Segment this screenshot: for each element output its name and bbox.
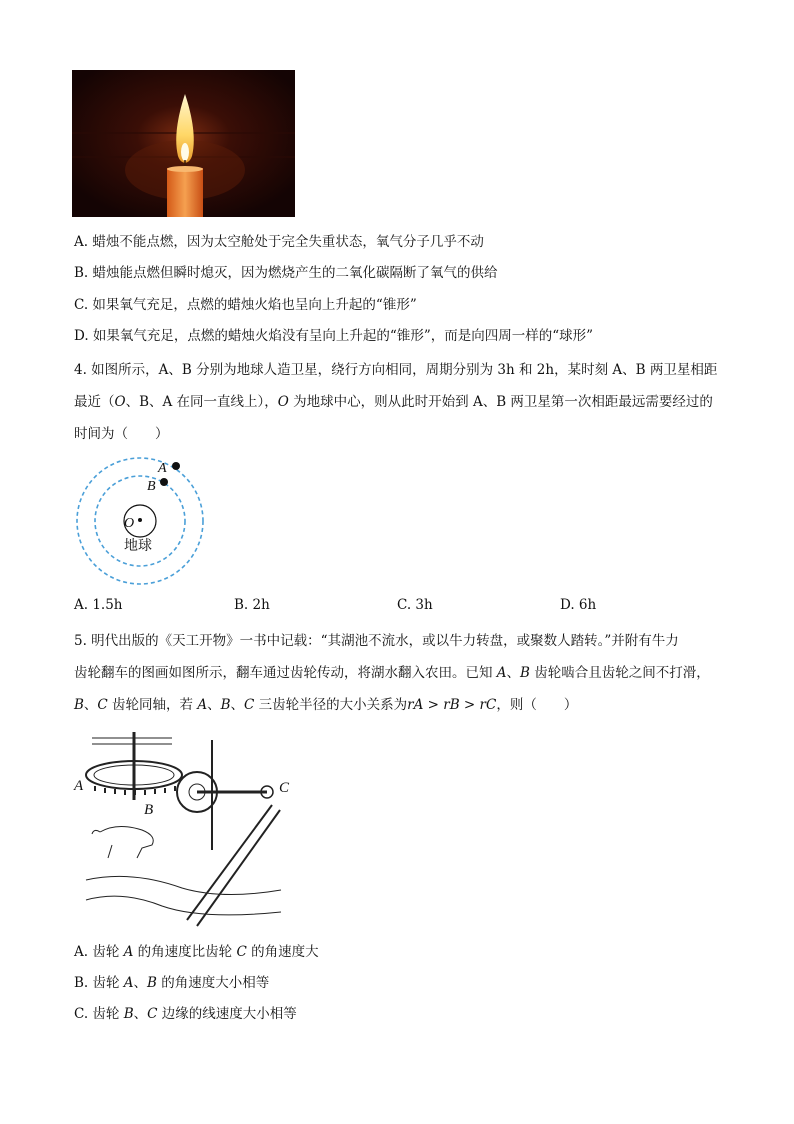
q5-opt-seg: 边缘的线速度大小相等 [157,1006,297,1022]
label-o: O [124,516,135,531]
q4-option-b: B. 2h [234,597,270,613]
q5-option-c [74,1004,297,1024]
q5-option-b [74,973,269,993]
q3-option-b: B. 蜡烛能点燃但瞬时熄灭，因为燃烧产生的二氧化碳隔断了氧气的供给 [74,265,498,281]
q4-option-d: D. 6h [560,597,597,613]
q3-option-c: C. 如果氧气充足，点燃的蜡烛火焰也呈向上升起的“锥形” [74,297,417,313]
q5-var: B [147,975,157,991]
q5-stem-line2 [74,663,710,683]
orbit-diagram [72,455,212,585]
q5-opt-seg: 、 [133,1006,148,1022]
earth-center-dot [138,518,142,522]
candle-photo [72,70,295,217]
q4-var-o: O [277,394,289,410]
label-earth: 地球 [124,538,152,554]
q5-stem-line3 [74,695,577,715]
q3-option-d: D. 如果氧气充足，点燃的蜡烛火焰没有呈向上升起的“锥形”，而是向四周一样的“球形” [74,328,594,344]
q5-text-seg: 齿轮翻车的图画如图所示，翻车通过齿轮传动，将湖水翻入农田。已知 [74,665,497,681]
q5-var: B [520,665,530,681]
q5-var: C [97,697,108,713]
q5-text-seg: 、 [83,697,98,713]
label-b: B [147,479,156,494]
q4-options [74,597,714,619]
q4-option-a: A. 1.5h [74,597,123,613]
satellite-a [172,462,180,470]
q5-var: A [123,944,134,960]
q4-option-c: C. 3h [397,597,433,613]
q5-opt-seg: B. 齿轮 [74,975,124,991]
q5-var: C [147,1006,158,1022]
q5-text-seg: 、 [207,697,221,713]
q5-opt-seg: 的角速度比齿轮 [133,944,237,960]
q5-text-seg: 齿轮同轴，若 [107,697,198,713]
q5-radius-formula: rA > rB > rC [407,697,497,713]
gear-waterwheel-illustration [72,730,294,930]
q4-stem-line1: 4. 如图所示，A、B 分别为地球人造卫星，绕行方向相同，周期分别为 3h 和 2h，某时刻 A、B 两卫星相距 [74,362,718,378]
q3-option-a: A. 蜡烛不能点燃，因为太空舱处于完全失重状态，氧气分子几乎不动 [74,234,484,250]
q4-text-seg: 、B、A 在同一直线上）， [125,394,278,410]
gear-illustration-graphic [72,730,294,930]
q5-text-seg: ，则（ ） [496,697,578,713]
label-gear-a: A [74,778,84,794]
q5-stem-line1: 5. 明代出版的《天工开物》一书中记载：“其湖池不流水，或以牛力转盘，或聚数人踏转。”并附有牛力 [74,633,679,649]
q4-text-seg: 为地球中心，则从此时开始到 A、B 两卫星第一次相距最远需要经过的 [288,394,713,410]
q5-var: B [123,1006,134,1022]
q5-var: A [496,665,507,681]
q4-var-o: O [114,394,126,410]
q5-text-seg: 三齿轮半径的大小关系为 [254,697,408,713]
q5-var: B [220,697,231,713]
q4-stem-line2 [74,392,713,412]
label-gear-b: B [144,802,154,818]
q4-text-seg: 最近（ [74,394,115,410]
label-a: A [158,461,167,476]
q5-option-a [74,942,319,962]
q4-stem-line3: 时间为（ ） [74,426,169,442]
q5-var: A [197,697,208,713]
q5-text-seg: 、 [506,665,521,681]
q5-var: B [74,697,84,713]
q5-var: C [244,697,255,713]
q5-opt-seg: 的角速度大 [246,944,319,960]
q5-opt-seg: A. 齿轮 [74,944,124,960]
q5-opt-seg: C. 齿轮 [74,1006,124,1022]
q5-opt-seg: 的角速度大小相等 [156,975,270,991]
q5-var: C [236,944,247,960]
q5-text-seg: 、 [230,697,245,713]
candle-photo-graphic [72,70,295,217]
q5-opt-seg: 、 [133,975,148,991]
satellite-b [160,478,168,486]
q5-var: A [123,975,134,991]
q5-text-seg: 齿轮啮合且齿轮之间不打滑， [529,665,710,681]
orbit-diagram-graphic [72,455,212,585]
label-gear-c: C [279,780,290,796]
